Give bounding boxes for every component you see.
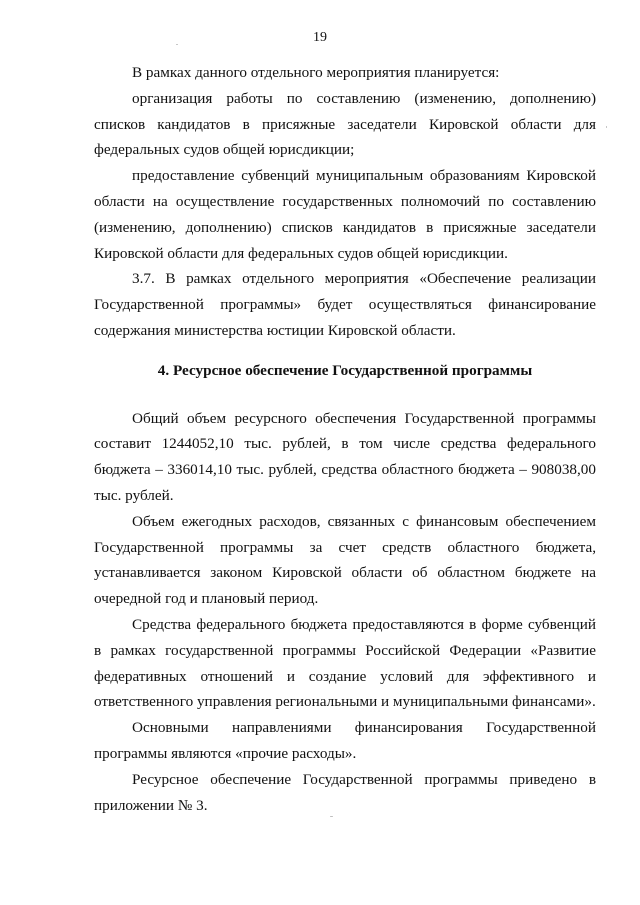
paragraph-list-item-2: предоставление субвенций муниципальным образованиям Кировской области на осуществление государственных полномочий по составлению (изменению, дополнению) списков кандидатов в присяжные заседатели Кировской области для федеральных судов общей юрисдикции. (94, 167, 596, 262)
scan-speck (176, 44, 178, 45)
scan-speck (606, 126, 607, 128)
document-body (94, 60, 596, 818)
paragraph-total-volume: Общий объем ресурсного обеспечения Государственной программы составит 1244052,10 тыс. рублей, в том числе средства федерального бюджета – 336014,10 тыс. рублей, средства областного бюджета – 908038,00 тыс. рублей. (94, 409, 596, 504)
paragraph-appendix-reference: Ресурсное обеспечение Государственной программы приведено в приложении № 3. (94, 770, 596, 814)
paragraph-intro: В рамках данного отдельного мероприятия планируется: (132, 64, 500, 81)
paragraph-3-7: 3.7. В рамках отдельного мероприятия «Обеспечение реализации Государственной программы» будет осуществляться финансирование содержания министерства юстиции Кировской области. (94, 270, 596, 339)
paragraph-list-item-1: организация работы по составлению (изменению, дополнению) списков кандидатов в присяжные заседатели Кировской области для федеральных судов общей юрисдикции; (94, 89, 596, 159)
paragraph-annual-expenses: Объем ежегодных расходов, связанных с финансовым обеспечением Государственной программы за счет средств областного бюджета, устанавливается законом Кировской области об областном бюджете на очередной год и плановый период. (94, 512, 596, 608)
scan-speck (330, 816, 333, 817)
paragraph-federal-funds: Средства федерального бюджета предоставляются в форме субвенций в рамках государственной программы Российской Федерации «Развитие федеративных отношений и создание условий для эффективного и ответственного управления региональными и муниципальными финансами». (94, 615, 596, 711)
page-number: 19 (313, 30, 327, 45)
section-heading: 4. Ресурсное обеспечение Государственной программы (157, 361, 533, 379)
paragraph-main-directions: Основными направлениями финансирования Государственной программы являются «прочие расходы». (94, 719, 596, 762)
